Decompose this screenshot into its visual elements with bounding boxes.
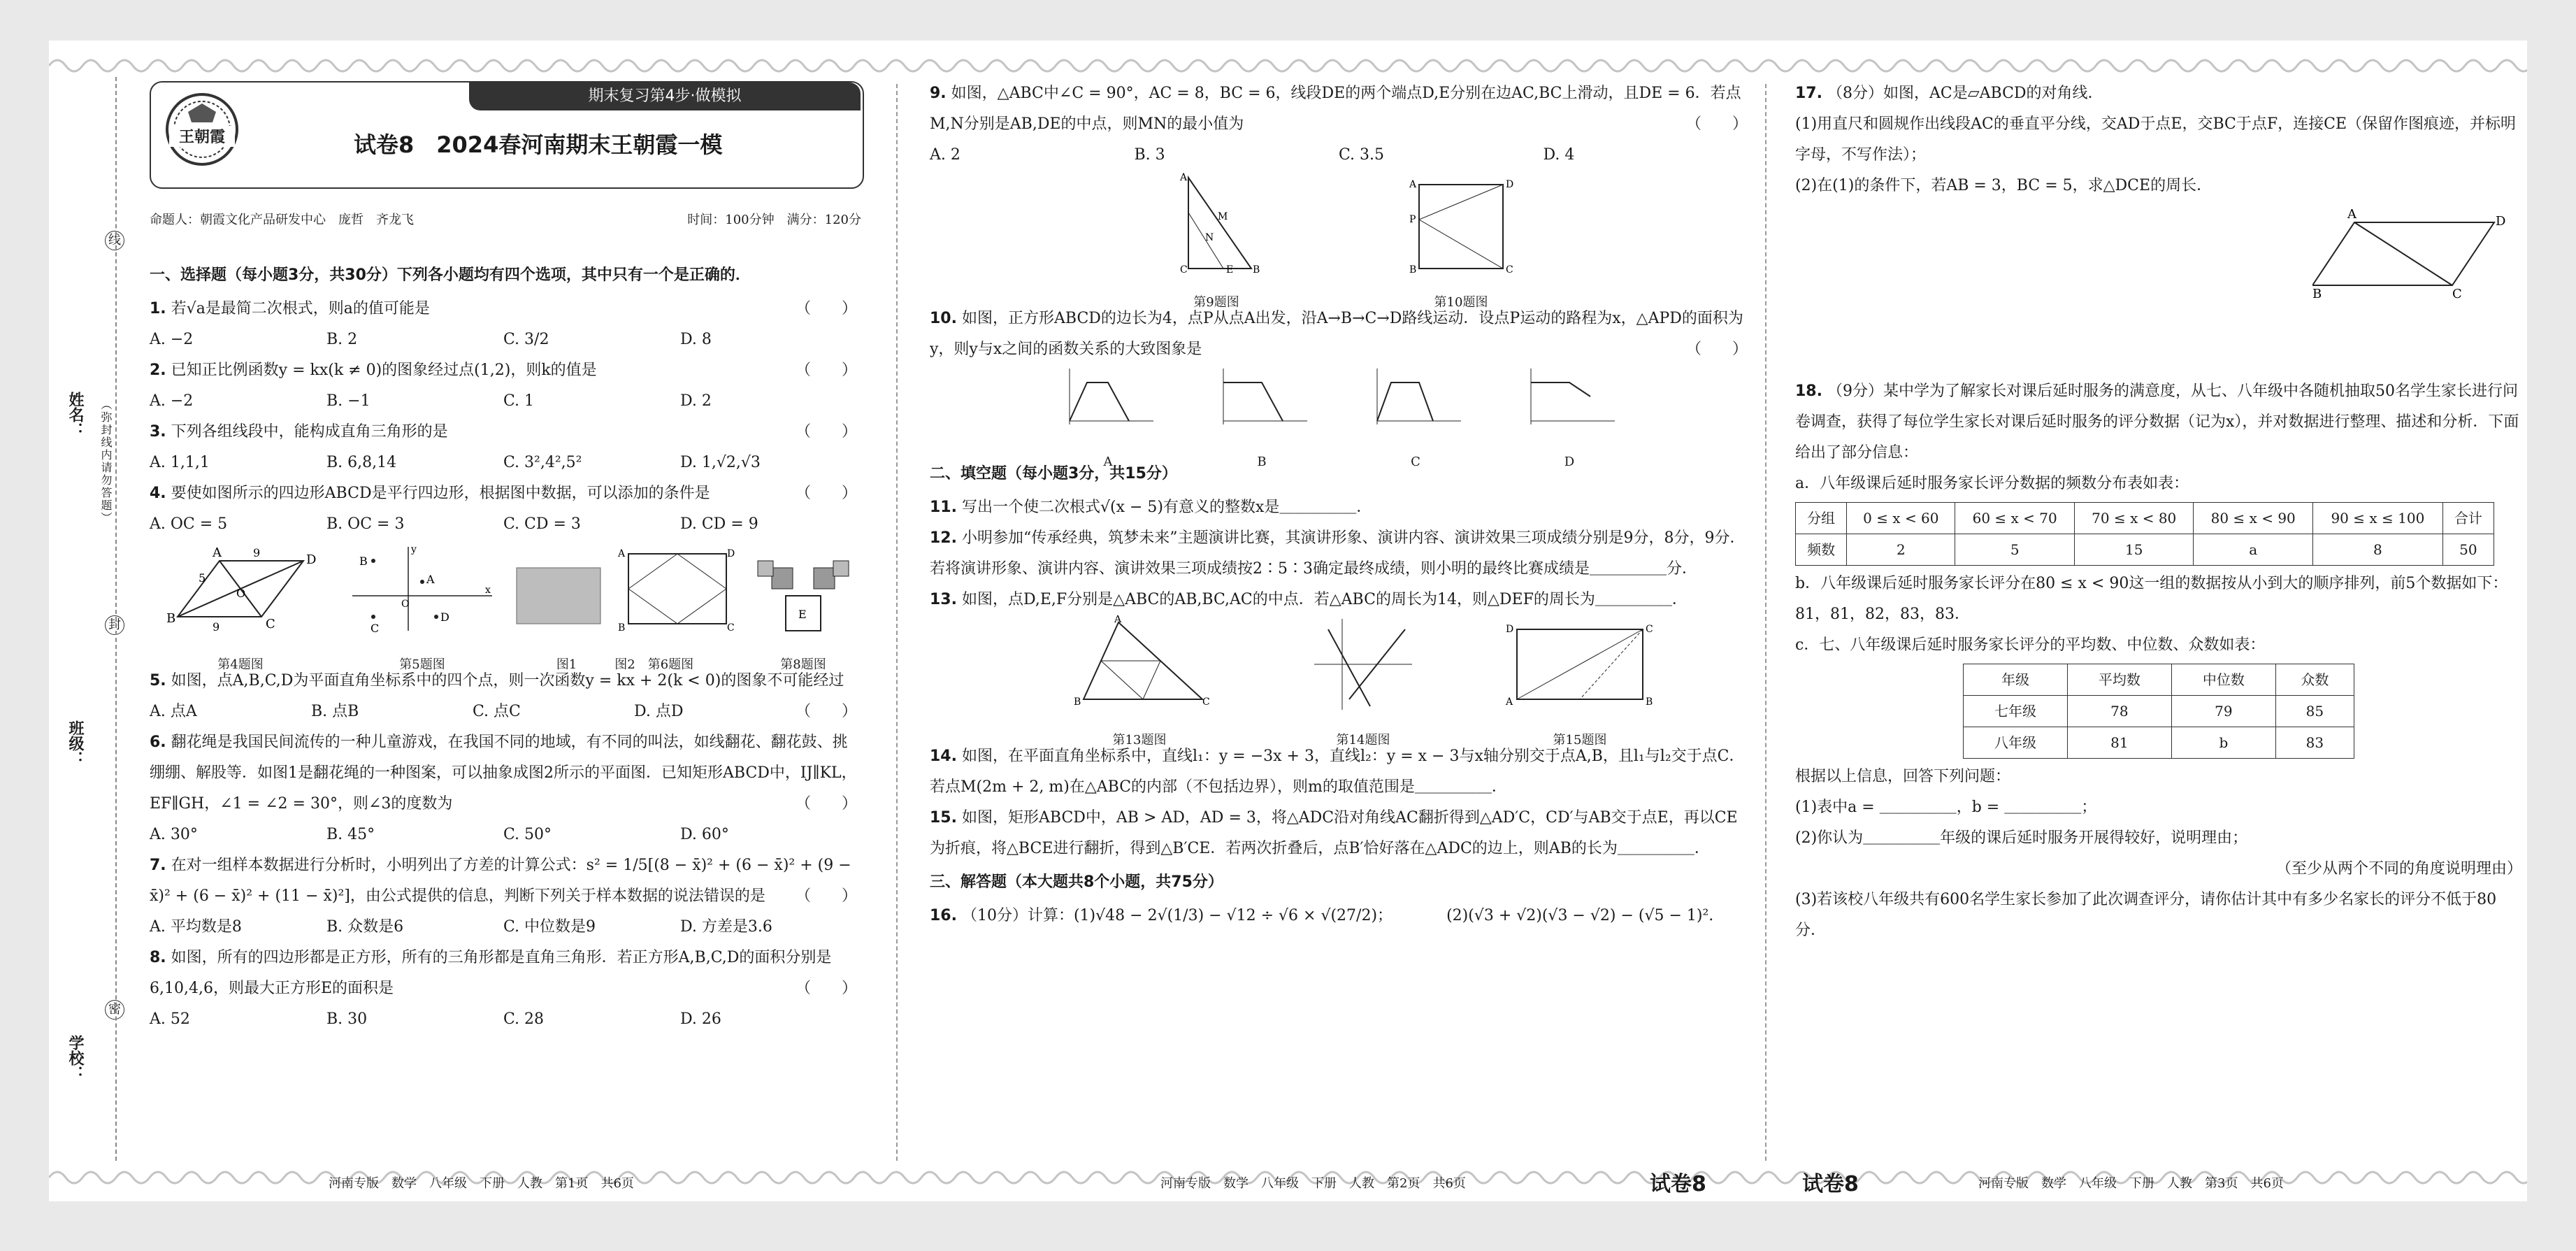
table-row: 八年级 81 b 83 bbox=[1964, 727, 2354, 759]
school-label: 学校： bbox=[66, 1035, 84, 1081]
question-10: 10. 如图，正方形ABCD的边长为4，点P从点A出发，沿A→B→C→D路线运动．设点P运动的路程为x，△APD的面积为y，则y与x之间的函数关系的大致图象是 （ ） bbox=[930, 310, 1748, 358]
q18-part-1: (1)表中a = ＿＿＿＿＿，b = ＿＿＿＿＿； bbox=[1795, 799, 2097, 816]
name-label: 姓名： bbox=[66, 392, 84, 438]
figure-15: D C A B 第15题图 bbox=[1506, 624, 1653, 748]
seal-mark-xian: 线 bbox=[105, 231, 124, 250]
svg-text:C: C bbox=[266, 617, 275, 631]
svg-text:P: P bbox=[1409, 214, 1416, 225]
graph-option-c: C bbox=[1363, 365, 1468, 478]
svg-text:B: B bbox=[1253, 264, 1260, 276]
svg-text:A: A bbox=[213, 545, 222, 560]
q10-graph-options bbox=[930, 365, 1748, 469]
svg-text:D: D bbox=[440, 610, 449, 624]
question-1: 1. 若√a是最简二次根式，则a的值可能是 （ ） bbox=[150, 300, 857, 317]
figure-10: A D B C P 第10题图 bbox=[1405, 171, 1517, 318]
top-wave-border bbox=[49, 52, 2527, 80]
q18-info-a: a．八年级课后延时服务家长评分数据的频数分布表如表： bbox=[1795, 475, 2189, 492]
question-8: 8. 如图，所有的四边形都是正方形，所有的三角形都是直角三角形．若正方形A,B,C,D的面积分别是6,10,4,6，则最大正方形E的面积是 （ ） bbox=[150, 949, 857, 997]
svg-text:C: C bbox=[2452, 287, 2462, 299]
table-row: 分组 0 ≤ x < 60 60 ≤ x < 70 70 ≤ x < 80 80 ≤ x < 90 90 ≤ x ≤ 100 合计 bbox=[1796, 503, 2494, 534]
table-row: 年级 平均数 中位数 众数 bbox=[1964, 664, 2354, 696]
svg-text:9: 9 bbox=[253, 546, 261, 559]
svg-text:B: B bbox=[1074, 696, 1081, 708]
column-3 bbox=[1795, 78, 2522, 946]
svg-text:D: D bbox=[306, 552, 317, 567]
question-7: 7. 在对一组样本数据进行分析时，小明列出了方差的计算公式：s² = 1/5[(8 − x̄)² + (6 − x̄)² + (9 − x̄)² + (6 − x̄)² + (11 − x̄)²]，由公式提供的信息，判断下列关于样本数据的说法错误的是 （ ） bbox=[150, 857, 857, 905]
svg-text:B: B bbox=[2312, 287, 2322, 299]
exam-tag-left: 试卷8 bbox=[1650, 1172, 1706, 1196]
figure-4-diagram bbox=[164, 540, 317, 638]
q18-prompt: 根据以上信息，回答下列问题： bbox=[1795, 768, 2011, 785]
figure-10-diagram bbox=[1405, 171, 1517, 276]
q18-part-2: (2)你认为＿＿＿＿＿年级的课后延时服务开展得较好，说明理由； bbox=[1795, 829, 2248, 847]
logo-icon bbox=[164, 91, 240, 179]
graph-option-a: A bbox=[1056, 365, 1160, 478]
question-17: 17. （8分）如图，AC是▱ABCD的对角线． bbox=[1795, 85, 2103, 102]
section-3-heading: 三、解答题（本大题共8个小题，共75分） bbox=[930, 873, 1223, 891]
column-divider-2 bbox=[1765, 84, 1766, 1161]
question-5: 5. 如图，点A,B,C,D为平面直角坐标系中的四个点，则一次函数y = kx + 2(k < 0)的图象不可能经过 （ ） bbox=[150, 672, 857, 720]
svg-text:D: D bbox=[1506, 624, 1514, 635]
figure-14: 第14题图 bbox=[1307, 615, 1419, 756]
question-3: 3. 下列各组线段中，能构成直角三角形的是 （ ） bbox=[150, 423, 857, 441]
svg-text:M: M bbox=[1218, 211, 1228, 222]
exam-header bbox=[150, 81, 864, 189]
svg-text:5: 5 bbox=[199, 571, 206, 585]
figure-9-diagram bbox=[1167, 171, 1265, 276]
svg-text:O: O bbox=[401, 599, 410, 610]
q3-options: A. 1,1,1 B. 6,8,14 C. 3²,4²,5² D. 1,√2,√3 bbox=[150, 454, 761, 471]
svg-text:C: C bbox=[1506, 264, 1513, 276]
column-2 bbox=[930, 78, 1748, 931]
svg-text:B: B bbox=[359, 555, 368, 568]
svg-text:9: 9 bbox=[213, 620, 220, 634]
question-18: 18. （9分）某中学为了解家长对课后延时服务的满意度，从七、八年级中各随机抽取50名学生家长进行问卷调查，获得了每位学生家长对课后延时服务的评分数据（记为x），并对数据进行整理、描述和分析．下面给出了部分信息： bbox=[1795, 383, 2519, 462]
table-row: 频数 2 5 15 a 8 50 bbox=[1796, 534, 2494, 566]
exam-tag-right: 试卷8 bbox=[1802, 1172, 1859, 1196]
footer-page-2: 河南专版 数学 八年级 下册 人教 第2页 共6页 bbox=[1160, 1176, 1466, 1191]
question-14: 14. 如图，在平面直角坐标系中，直线l₁：y = −3x + 3，直线l₂：y = x − 3与x轴分别交于点A,B，且l₁与l₂交于点C．若点M(2m + 2, m)在△ABC的内部（不包括边界），则m的取值范围是＿＿＿＿＿． bbox=[930, 748, 1745, 796]
seal-note: （弥封线内请勿答题） bbox=[99, 399, 113, 524]
exam-meta bbox=[150, 210, 861, 228]
question-12: 12. 小明参加“传承经典，筑梦未来”主题演讲比赛，其演讲形象、演讲内容、演讲效果三项成绩分别是9分，8分，9分．若将演讲形象、演讲内容、演讲效果三项成绩按2∶5∶3确定最终成绩，则小明的最终比赛成绩是＿＿＿＿＿分． bbox=[930, 529, 1746, 578]
svg-text:C: C bbox=[1180, 264, 1188, 276]
section-2-heading: 二、填空题（每小题3分，共15分） bbox=[930, 465, 1177, 482]
stats-table bbox=[1963, 664, 2354, 759]
svg-text:A: A bbox=[426, 573, 435, 586]
graph-option-b: B bbox=[1209, 365, 1314, 478]
graph-option-d: D bbox=[1517, 365, 1622, 478]
svg-text:A: A bbox=[1506, 696, 1513, 708]
footer-page-3: 河南专版 数学 八年级 下册 人教 第3页 共6页 bbox=[1978, 1176, 2284, 1191]
question-6: 6. 翻花绳是我国民间流传的一种儿童游戏，在我国不同的地域，有不同的叫法，如线翻花、翻花鼓、挑绷绷、解股等．如图1是翻花绳的一种图案，可以抽象成图2所示的平面图．已知矩形ABCD中，IJ∥KL，EF∥GH，∠1 = ∠2 = 30°，则∠3的度数为 （ ） bbox=[150, 734, 857, 813]
svg-text:C: C bbox=[370, 622, 380, 635]
figure-5: B A C D y x O 第5题图 bbox=[345, 540, 499, 680]
question-9: 9. 如图，△ABC中∠C = 90°，AC = 8，BC = 6，线段DE的两个端点D,E分别在边AC,BC上滑动，且DE = 6．若点M,N分别是AB,DE的中点，则MN的最小值为 （ ） bbox=[930, 85, 1748, 133]
time-and-score: 时间：100分钟 满分：120分 bbox=[687, 213, 861, 227]
figure-5-diagram bbox=[345, 540, 499, 638]
column-1 bbox=[150, 257, 857, 1035]
footer-page-1: 河南专版 数学 八年级 下册 人教 第1页 共6页 bbox=[329, 1176, 634, 1191]
svg-text:E: E bbox=[798, 608, 807, 621]
header-tag: 期末复习第4步·做模拟 bbox=[469, 83, 861, 110]
q9-options: A. 2 B. 3 C. 3.5 D. 4 bbox=[930, 146, 1575, 164]
svg-text:C: C bbox=[727, 622, 735, 634]
figure-4: B A D C O 9 9 5 第4题图 bbox=[164, 540, 317, 680]
figure-8-diagram bbox=[751, 540, 856, 638]
seal-mark-mi: 密 bbox=[105, 1000, 124, 1020]
figure-row-9-10 bbox=[930, 171, 1748, 310]
question-15: 15. 如图，矩形ABCD中，AB > AD，AD = 3，将△ADC沿对角线AC翻折得到△AD′C，CD′与AB交于点E，再以CE为折痕，将△BCE进行翻折，得到△B′CE．若两次折叠后，点B′恰好落在△ADC的边上，则AB的长为＿＿＿＿＿． bbox=[930, 809, 1738, 857]
q18-part-2-note: （至少从两个不同的角度说明理由） bbox=[2275, 860, 2522, 878]
q4-options: A. OC = 5 B. OC = 3 C. CD = 3 D. CD = 9 bbox=[150, 515, 758, 533]
q1-options: A. −2 B. 2 C. 3/2 D. 8 bbox=[150, 331, 712, 348]
svg-text:x: x bbox=[485, 585, 491, 596]
q18-part-3: (3)若该校八年级共有600名学生家长参加了此次调查评分，请你估计其中有多少名家长的评分不低于80分． bbox=[1795, 891, 2497, 939]
question-4: 4. 要使如图所示的四边形ABCD是平行四边形，根据图中数据，可以添加的条件是 （ ） bbox=[150, 485, 857, 502]
figure-row-13-15 bbox=[930, 615, 1748, 748]
svg-text:y: y bbox=[411, 544, 417, 555]
logo-text: 王朝霞 bbox=[178, 128, 226, 146]
question-13: 13. 如图，点D,E,F分别是△ABC的AB,BC,AC的中点．若△ABC的周长为14，则△DEF的周长为＿＿＿＿＿． bbox=[930, 591, 1688, 608]
svg-text:D: D bbox=[2496, 214, 2506, 229]
svg-text:N: N bbox=[1205, 232, 1214, 243]
q18-info-c: c．七、八年级课后延时服务家长评分的平均数、中位数、众数如表： bbox=[1795, 636, 2266, 654]
svg-text:C: C bbox=[1646, 624, 1653, 635]
svg-text:B: B bbox=[618, 622, 626, 634]
q7-options: A. 平均数是8 B. 众数是6 C. 中位数是9 D. 方差是3.6 bbox=[150, 918, 772, 936]
q18-info-b: b．八年级课后延时服务家长评分在80 ≤ x < 90这一组的数据按从小到大的顺序排列，前5个数据如下：81，81，82，83，83． bbox=[1795, 575, 2508, 623]
svg-text:B: B bbox=[166, 611, 176, 626]
question-2: 2. 已知正比例函数y = kx(k ≠ 0)的图象经过点(1,2)，则k的值是 （ ） bbox=[150, 362, 857, 379]
svg-text:A: A bbox=[1180, 172, 1188, 183]
q8-options: A. 52 B. 30 C. 28 D. 26 bbox=[150, 1010, 721, 1028]
frequency-table bbox=[1795, 502, 2494, 566]
figure-17-diagram bbox=[2312, 208, 2508, 299]
figure-17 bbox=[1795, 201, 2522, 376]
figure-6: A D B C 图1 图2 第6题图 bbox=[513, 540, 737, 680]
svg-text:D: D bbox=[1506, 179, 1514, 190]
class-label: 班级： bbox=[66, 720, 84, 766]
seal-mark-feng: 封 bbox=[105, 615, 124, 635]
svg-text:B: B bbox=[1409, 264, 1417, 276]
svg-text:B: B bbox=[1646, 696, 1653, 708]
figure-6-diagram bbox=[513, 540, 737, 638]
svg-text:A: A bbox=[2347, 208, 2356, 222]
figure-row-1 bbox=[150, 540, 857, 672]
svg-text:C: C bbox=[1202, 696, 1209, 708]
svg-text:A: A bbox=[1114, 615, 1122, 625]
table-row: 七年级 78 79 85 bbox=[1964, 696, 2354, 727]
seal-line bbox=[115, 77, 117, 1161]
svg-text:D: D bbox=[727, 548, 735, 559]
question-11: 11. 写出一个使二次根式√(x − 5)有意义的整数x是＿＿＿＿＿． bbox=[930, 499, 1372, 516]
svg-text:E: E bbox=[1226, 264, 1234, 276]
exam-title: 试卷8 2024春河南期末王朝霞一模 bbox=[354, 131, 723, 158]
svg-text:A: A bbox=[618, 548, 626, 559]
q6-options: A. 30° B. 45° C. 50° D. 60° bbox=[150, 826, 729, 843]
authors: 命题人：朝霞文化产品研发中心 庞哲 齐龙飞 bbox=[150, 213, 414, 227]
svg-text:A: A bbox=[1409, 179, 1417, 190]
column-divider-1 bbox=[896, 84, 898, 1161]
svg-text:O: O bbox=[236, 587, 246, 600]
q17-part-2: (2)在(1)的条件下，若AB = 3，BC = 5，求△DCE的周长． bbox=[1795, 177, 2212, 194]
figure-13: A B C 第13题图 bbox=[1074, 615, 1209, 748]
q2-options: A. −2 B. −1 C. 1 D. 2 bbox=[150, 392, 712, 410]
figure-8: E 第8题图 bbox=[751, 540, 856, 680]
section-1-heading: 一、选择题（每小题3分，共30分）下列各小题均有四个选项，其中只有一个是正确的． bbox=[150, 266, 751, 284]
q17-part-1: (1)用直尺和圆规作出线段AC的垂直平分线，交AD于点E，交BC于点F，连接CE（保留作图痕迹，并标明字母，不写作法）； bbox=[1795, 115, 2517, 164]
figure-9: A C B E M N 第9题图 bbox=[1167, 171, 1265, 318]
q5-options: A. 点A B. 点B C. 点C D. 点D bbox=[150, 703, 684, 720]
question-16: 16. （10分）计算：(1)√48 − 2√(1/3) − √12 ÷ √6 × √(27/2)； (2)(√3 + √2)(√3 − √2) − (√5 − 1)². bbox=[930, 907, 1714, 924]
